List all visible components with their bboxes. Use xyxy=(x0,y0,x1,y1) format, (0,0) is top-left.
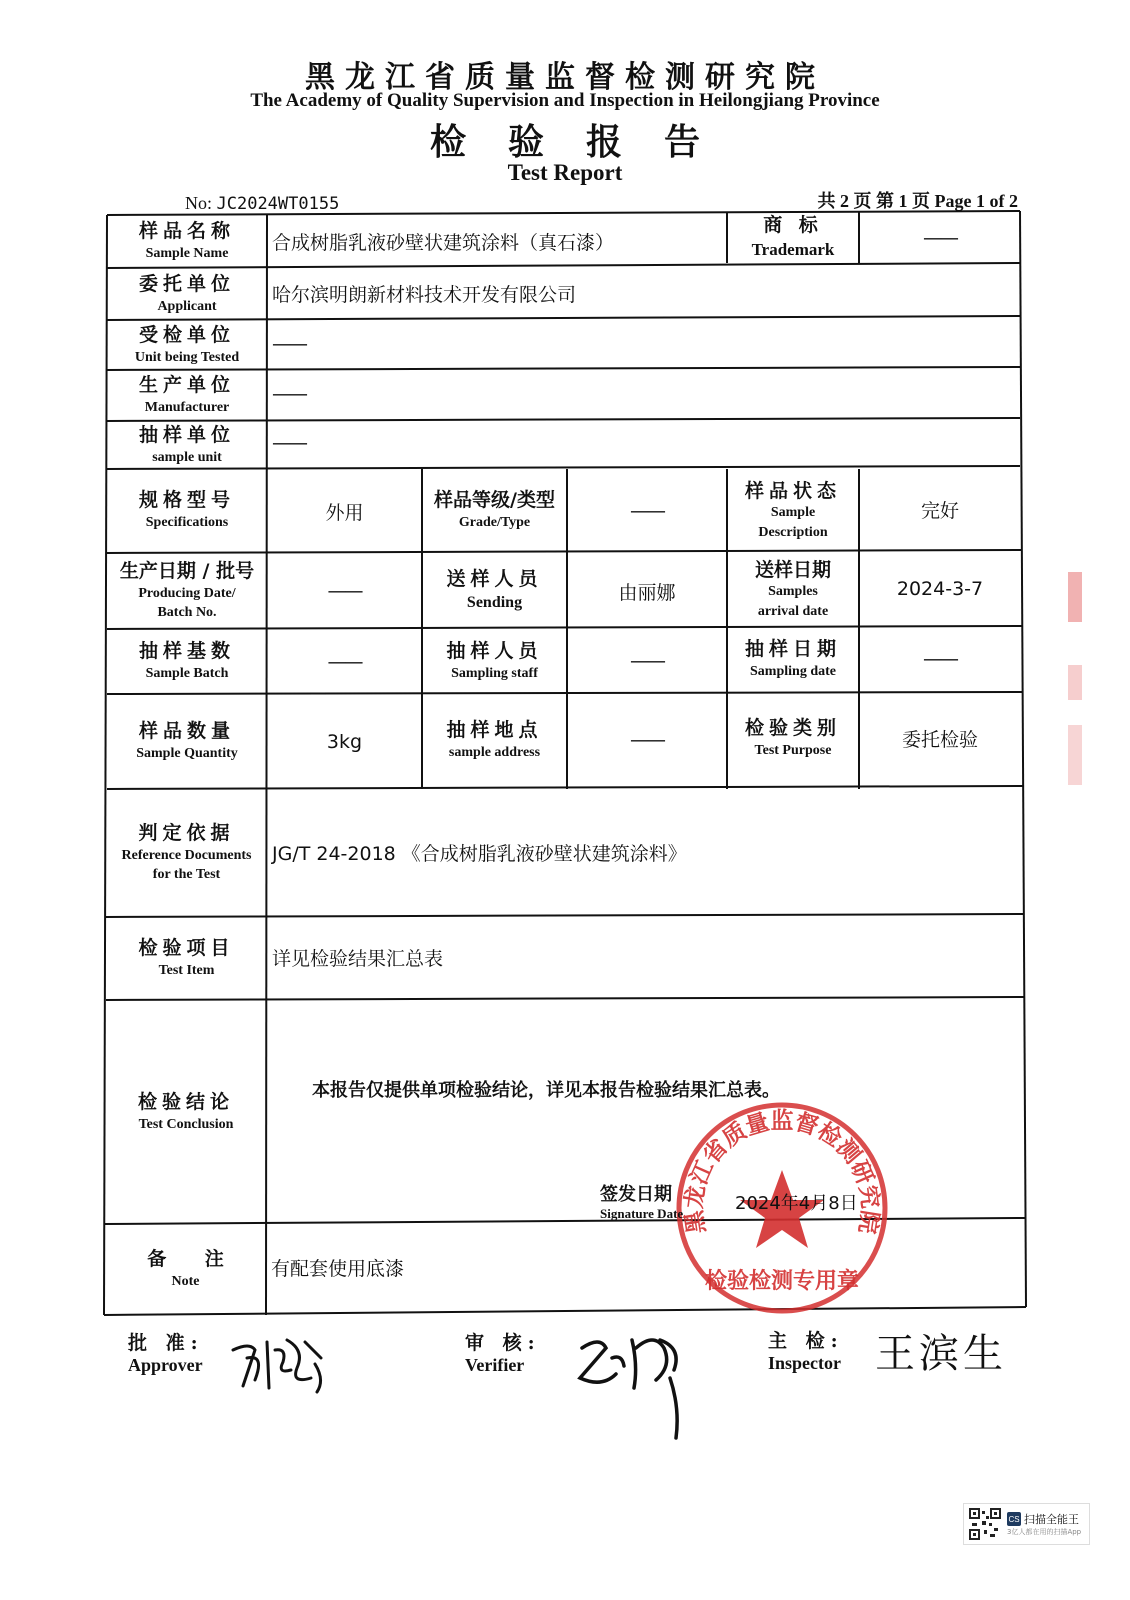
scanner-logo-icon: CS xyxy=(1007,1512,1021,1526)
producing-date-value: —— xyxy=(327,580,362,602)
approver-signature xyxy=(225,1328,335,1398)
seal-bottom-text: 检验检测专用章 xyxy=(704,1269,860,1294)
scanner-slogan: 3亿人都在用的扫描App xyxy=(1007,1528,1082,1536)
grade-type-label: 样品等级/类型 Grade/Type xyxy=(434,489,555,531)
specifications-label: 规格型号 Specifications xyxy=(138,489,235,531)
edge-stamp-fragment xyxy=(1068,572,1082,622)
sending-value: 由丽娜 xyxy=(618,581,676,604)
sample-quantity-value: 3kg xyxy=(326,730,363,753)
sample-batch-value: —— xyxy=(327,650,362,673)
arrival-date-label: 送样日期 Samples arrival date xyxy=(754,558,831,619)
sampling-date-value: —— xyxy=(923,647,957,670)
note-label: 备 注 Note xyxy=(147,1247,240,1289)
scanner-app-name: 扫描全能王 xyxy=(1024,1513,1079,1526)
manufacturer-value: —— xyxy=(272,383,306,405)
sample-description-value: 完好 xyxy=(920,499,959,522)
sampling-staff-label: 抽样人员 Sampling staff xyxy=(446,639,543,681)
approver-label: 批 准: Approver xyxy=(128,1332,204,1375)
test-item-label: 检验项目 Test Item xyxy=(138,937,235,979)
note-value: 有配套使用底漆 xyxy=(271,1257,405,1280)
reference-value: JG/T 24-2018 《合成树脂乳液砂壁状建筑涂料》 xyxy=(272,842,687,865)
grade-type-value: —— xyxy=(630,500,664,522)
sampling-date-label: 抽样日期 Sampling date xyxy=(744,637,841,679)
scanner-watermark-badge xyxy=(963,1503,1090,1545)
report-title-cn: 检验报告 xyxy=(429,121,742,163)
sample-name-value: 合成树脂乳液砂壁状建筑涂料（真石漆） xyxy=(272,231,615,254)
test-item-value: 详见检验结果汇总表 xyxy=(272,948,444,970)
qr-code-icon xyxy=(969,1508,1001,1540)
verifier-label: 审 核: Verifier xyxy=(465,1332,541,1375)
sample-name-label: 样品名称 Sample Name xyxy=(138,219,235,261)
sample-unit-value: —— xyxy=(272,432,306,454)
producing-date-label: 生产日期 / 批号 Producing Date/ Batch No. xyxy=(119,560,255,621)
organization-name-en: The Academy of Quality Supervision and Inspection in Heilongjiang Province xyxy=(250,90,880,111)
sample-address-label: 抽样地点 sample address xyxy=(446,719,543,761)
sending-label: 送样人员 Sending xyxy=(446,567,543,611)
manufacturer-label: 生产单位 Manufacturer xyxy=(138,374,235,416)
sample-batch-label: 抽样基数 Sample Batch xyxy=(138,640,235,682)
report-number-label: No: xyxy=(185,193,212,213)
unit-tested-value: —— xyxy=(272,333,306,355)
conclusion-label: 检验结论 Test Conclusion xyxy=(137,1090,234,1132)
report-number-value: JC2024WT0155 xyxy=(216,194,340,214)
sample-quantity-label: 样品数量 Sample Quantity xyxy=(136,720,238,762)
arrival-date-value: 2024-3-7 xyxy=(896,578,984,600)
inspector-signature: 王滨生 xyxy=(875,1331,1007,1377)
test-purpose-value: 委托检验 xyxy=(901,729,978,751)
report-title-en: Test Report xyxy=(507,160,623,185)
sampling-staff-value: —— xyxy=(630,649,664,672)
trademark-label: 商 标 Trademark xyxy=(751,214,835,259)
sample-description-label: 样品状态 Sample Description xyxy=(744,479,841,540)
signature-date-label: 签发日期 Signature Date xyxy=(600,1184,684,1221)
conclusion-value: 本报告仅提供单项检验结论，详见本报告检验结果汇总表。 xyxy=(312,1080,780,1101)
verifier-signature xyxy=(572,1318,702,1446)
inspector-label: 主 检: Inspector xyxy=(768,1330,844,1373)
seal-ring-text: 黑龙江省质量监督检测研究院 xyxy=(681,1108,883,1236)
test-purpose-label: 检验类别 Test Purpose xyxy=(744,717,841,759)
applicant-value: 哈尔滨明朗新材料技术开发有限公司 xyxy=(272,283,577,306)
page-info: 共 2 页 第 1 页 Page 1 of 2 xyxy=(817,191,1018,211)
edge-stamp-fragment xyxy=(1068,665,1082,700)
sample-address-value: —— xyxy=(630,729,664,751)
specifications-value: 外用 xyxy=(325,501,364,524)
signature-date-value: 2024年4月8日 xyxy=(735,1193,858,1214)
organization-name-cn: 黑龙江省质量监督检测研究院 xyxy=(305,60,825,95)
sample-unit-label: 抽样单位 sample unit xyxy=(138,423,235,465)
edge-stamp-fragment xyxy=(1068,725,1082,785)
scanner-badge-text xyxy=(1007,1511,1081,1537)
applicant-label: 委托单位 Applicant xyxy=(138,272,235,314)
trademark-value: —— xyxy=(923,227,957,249)
unit-tested-label: 受检单位 Unit being Tested xyxy=(134,323,240,365)
reference-label: 判定依据 Reference Documents for the Test xyxy=(121,822,252,883)
